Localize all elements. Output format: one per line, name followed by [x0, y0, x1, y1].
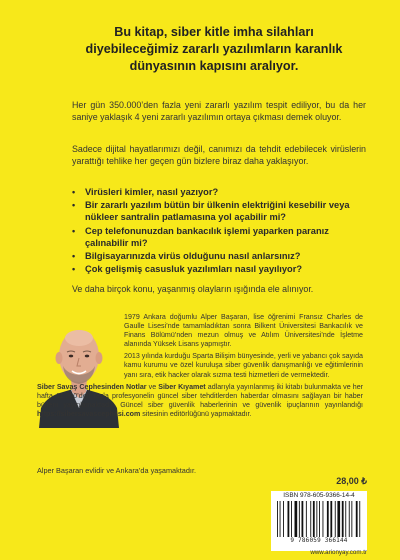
bullet-icon: • [72, 251, 76, 262]
question-list [72, 186, 366, 276]
question-item: • Bir zararlı yazılım bütün bir ülkenin elektriğini kesebilir veya nükleer santralin patlamasına yol açabilir mi? [72, 200, 350, 223]
bullet-icon: • [72, 187, 76, 197]
barcode-icon [277, 501, 361, 537]
website-link[interactable]: https://sibersavascephesi.com [37, 409, 141, 418]
bio-paragraph-education: 1979 Ankara doğumlu Alper Başaran, lise öğrenimi Fransız Charles de Gaulle Lisesi’nde tamamladıktan sonra Bilkent Üniversitesi Bankacılık ve Finans Bölümü’nden mezun olmuş ve Atılım Üniversitesi’nde İşletme alanında Yüksek Lisans yapmıştır. [124, 313, 363, 349]
bullet-icon: • [72, 225, 76, 236]
bio-paragraph-books: Siber Savaş Cephesinden Notlar ve Siber Kıyamet adlarıyla yayınlanmış iki kitabı bulunmakta ve her hafta 11.000’den fazla profesyonelin güncel siber tehditlerden haberdar olmasını sağlayan bir haber bülteni yayınlamaktadır. Güncel siber güvenlik haberlerinin ve güvenlik ipuçlarının yayınlandığı https://sibersavascephesi.com sitesinin editörlüğünü yapmaktadır. [37, 382, 364, 418]
price-label: 28,00 ₺ [336, 476, 367, 486]
paragraph-statistics: Her gün 350.000’den fazla yeni zararlı yazılım tespit ediliyor, bu da her saniye yaklaşık 4 yeni zararlı yazılımın ortaya çıkması demek oluyor. [72, 100, 366, 122]
intro-heading: Bu kitap, siber kitle imha silahları diyebileceğimiz zararlı yazılımların karanlık dünyasının kapısını aralıyor. [85, 25, 343, 73]
paragraph-closing-topics: Ve daha birçok konu, yaşanmış olayların ışığında ele alınıyor. [72, 284, 314, 294]
bio-paragraph-career: 2013 yılında kurduğu Sparta Bilişim bünyesinde, yerli ve yabancı çok sayıda kamu kurumu ve özel kuruluşa siber güvenlik danışmanlığı ve eğitimlerinin yanı sıra, etik hacker olarak sızma testi hizmetleri de vermektedir. [124, 352, 363, 379]
question-item: • Çok gelişmiş casusluk yazılımları nasıl yayılıyor? [72, 264, 303, 275]
paragraph-threat: Sadece dijital hayatlarımızı değil, canımızı da tehdit edebilecek virüslerin yarattığı tehlike her geçen gün bizlere biraz daha yaklaşıyor. [72, 144, 366, 166]
author-closing-line: Alper Başaran evlidir ve Ankara’da yaşamaktadır. [37, 466, 196, 475]
book-title-1: Siber Savaş Cephesinden Notlar [37, 382, 147, 391]
question-item: • Cep telefonunuzdan bankacılık işlemi yaparken paranız çalınabilir mi? [72, 225, 329, 248]
bullet-icon: • [72, 200, 76, 211]
barcode-number: 9 786059 366144 [290, 537, 348, 544]
question-item: • Virüsleri kimler, nasıl yazıyor? [72, 187, 219, 197]
publisher-website[interactable]: www.arionyay.com.tr [310, 549, 367, 556]
question-item: • Bilgisayarınızda virüs olduğunu nasıl anlarsınız? [72, 251, 301, 262]
bullet-icon: • [72, 264, 76, 275]
barcode-panel [271, 491, 367, 551]
book-title-2: Siber Kıyamet [158, 382, 206, 391]
author-bio [37, 313, 363, 422]
isbn-label: ISBN 978-605-9366-14-4 [283, 492, 355, 499]
